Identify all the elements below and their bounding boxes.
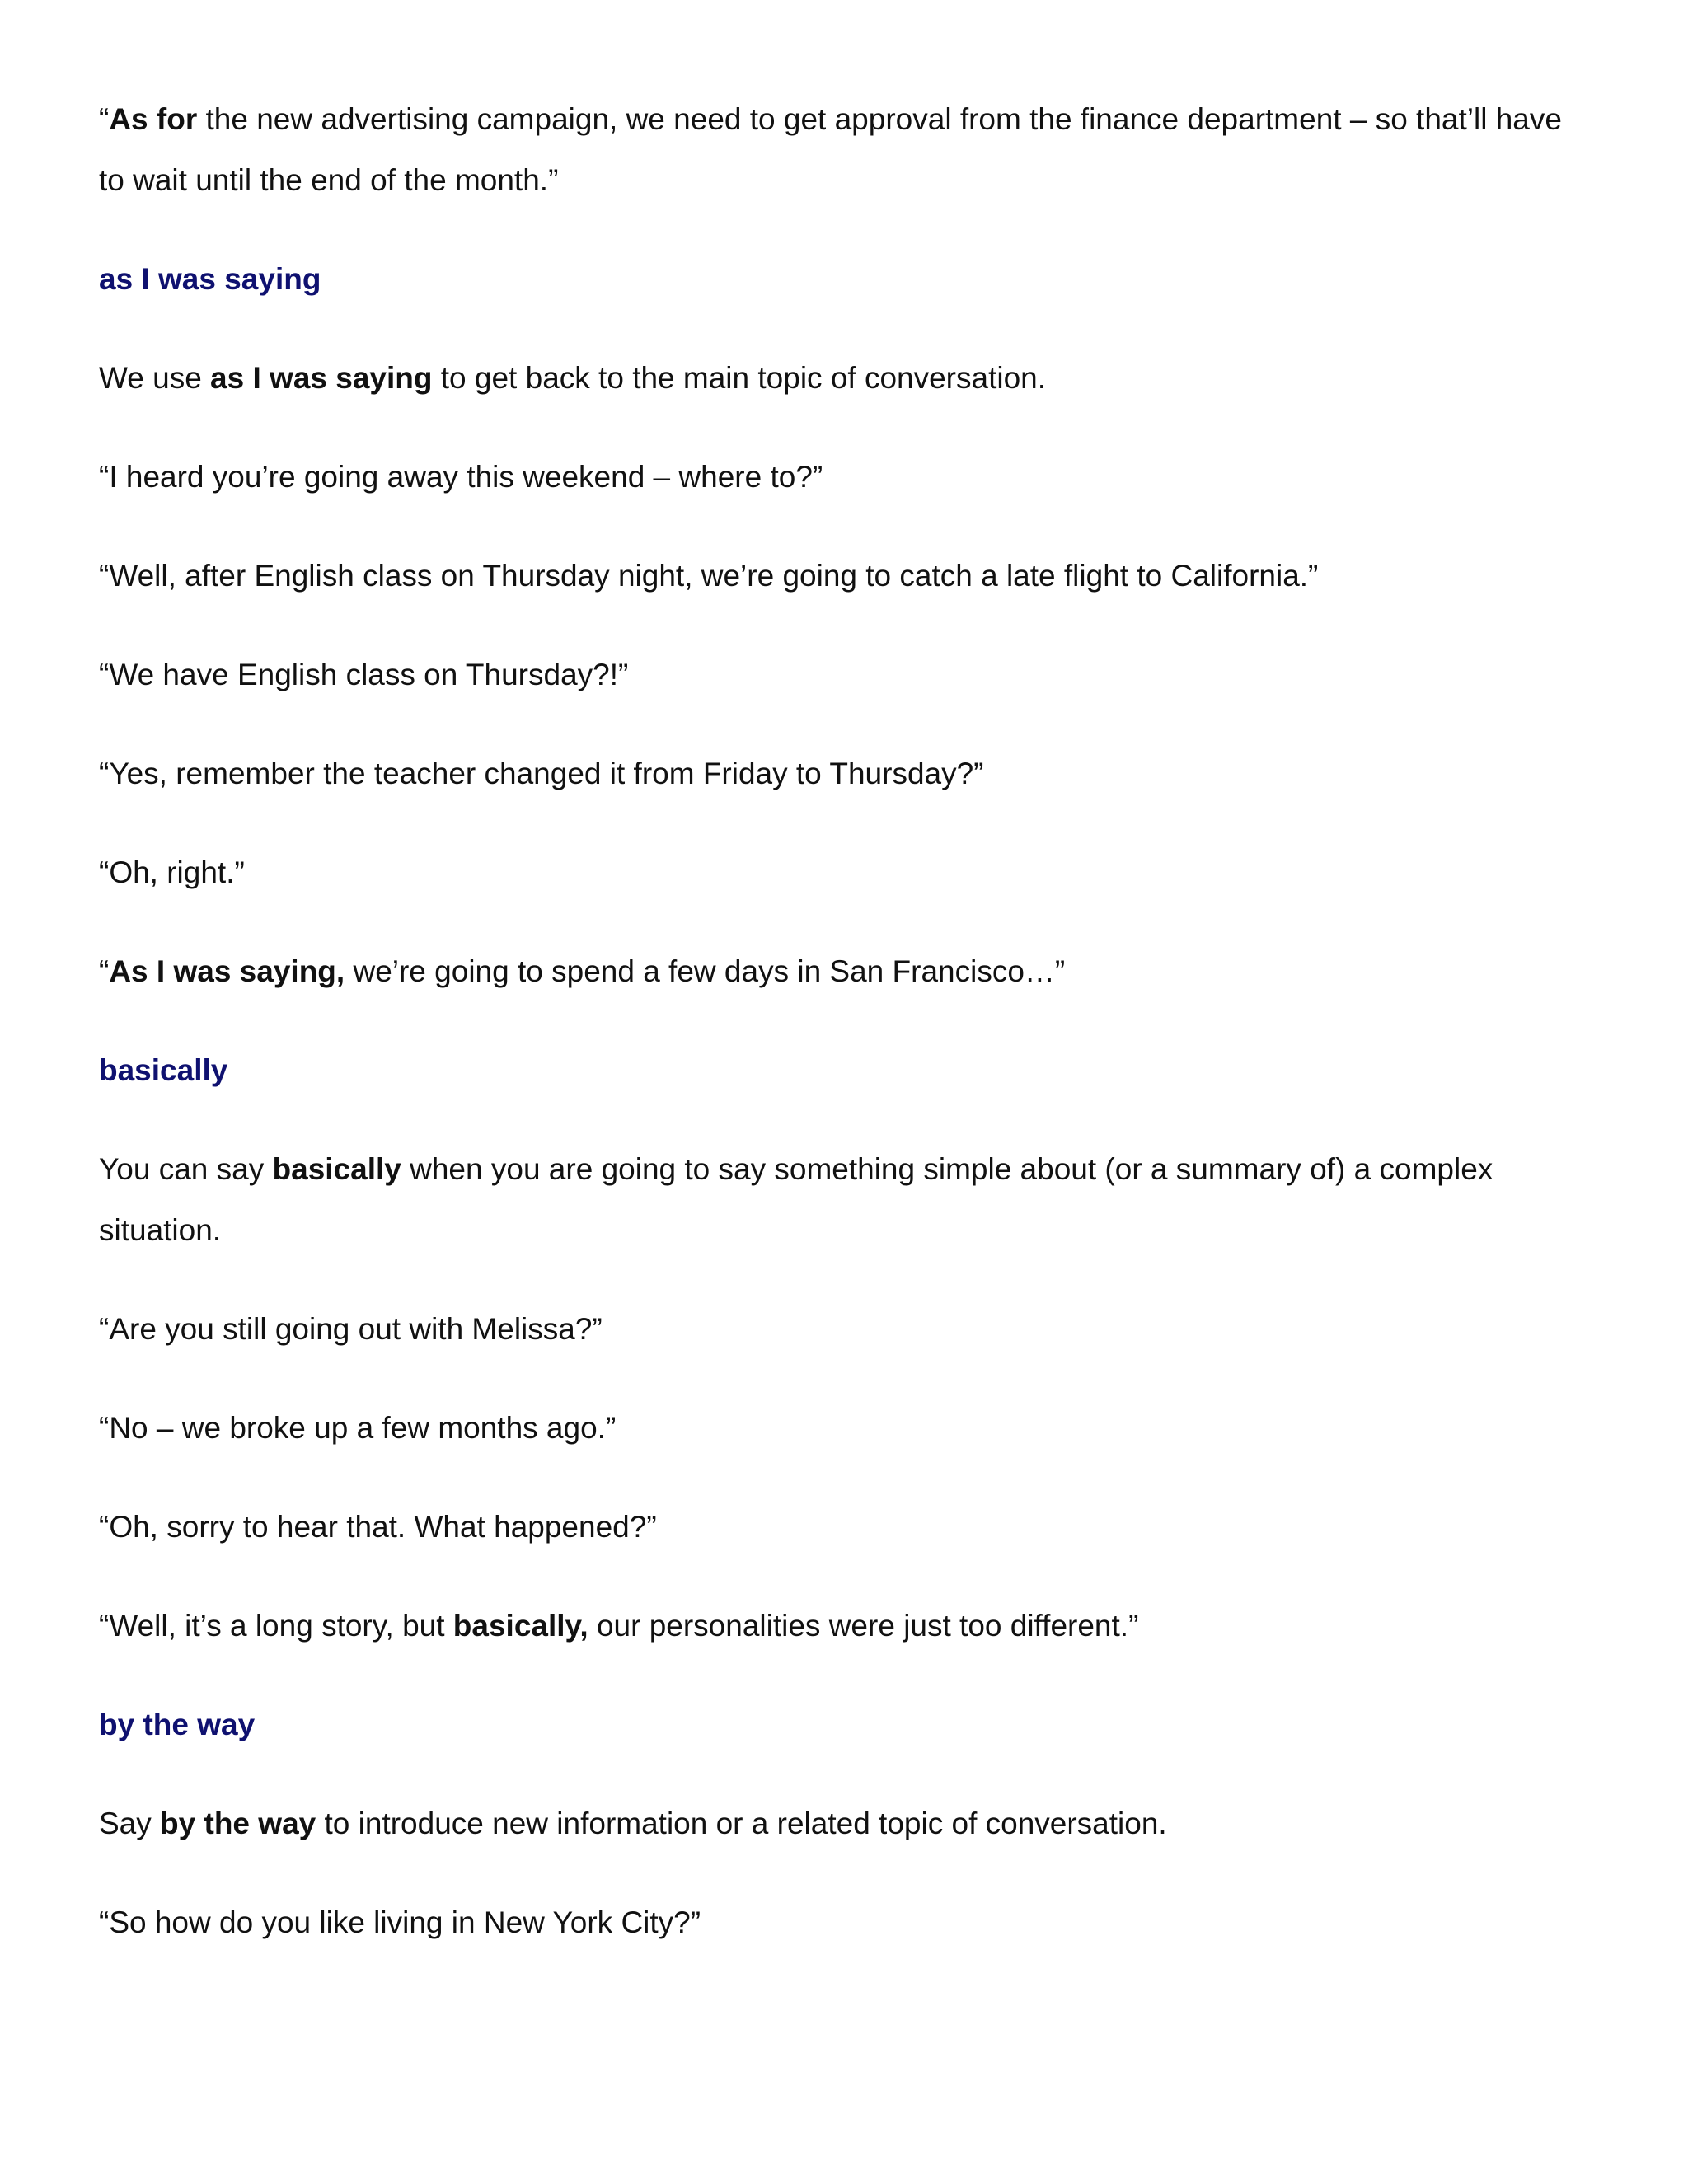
paragraph-text: when you are going to say something simple about (or a summary of) a complex situation. (99, 1152, 1493, 1247)
paragraph-text: “Well, it’s a long story, but (99, 1609, 453, 1643)
paragraph-text: We use (99, 361, 211, 395)
quote-open: “ (99, 954, 110, 988)
bold-phrase: As for (109, 102, 198, 136)
paragraph-basically-explanation (99, 1139, 1582, 1261)
dialogue-line (99, 941, 1582, 1002)
paragraph-text: to get back to the main topic of conversation. (432, 361, 1047, 395)
dialogue-line: “I heard you’re going away this weekend – where to?” (99, 460, 823, 494)
bold-phrase: by the way (160, 1807, 316, 1840)
quote-open: “ (99, 102, 110, 136)
dialogue-line: “Well, after English class on Thursday night, we’re going to catch a late flight to California.” (99, 559, 1319, 593)
dialogue-line: “Oh, right.” (99, 855, 245, 889)
paragraph-text: our personalities were just too different.” (588, 1609, 1139, 1643)
paragraph-as-for-example (99, 89, 1582, 211)
bold-phrase: As I was saying, (109, 954, 345, 988)
dialogue-line: “We have English class on Thursday?!” (99, 658, 629, 691)
dialogue-line: “Oh, sorry to hear that. What happened?” (99, 1510, 657, 1544)
paragraph-as-i-was-saying-explanation (99, 348, 1582, 409)
dialogue-line: “Yes, remember the teacher changed it from Friday to Thursday?” (99, 757, 984, 790)
paragraph-text: we’re going to spend a few days in San Francisco…” (345, 954, 1066, 988)
dialogue-line (99, 1596, 1582, 1657)
paragraph-by-the-way-explanation (99, 1793, 1582, 1854)
document-content (99, 89, 1582, 1991)
bold-phrase: basically, (452, 1609, 588, 1643)
heading-basically: basically (99, 1053, 228, 1087)
heading-as-i-was-saying: as I was saying (99, 262, 321, 296)
dialogue-line: “Are you still going out with Melissa?” (99, 1312, 603, 1346)
paragraph-text: the new advertising campaign, we need to get approval from the finance department – so that’ll have to wait until the end of the month.” (99, 102, 1562, 197)
paragraph-text: to introduce new information or a related topic of conversation. (316, 1807, 1167, 1840)
paragraph-text: You can say (99, 1152, 273, 1186)
bold-phrase: basically (272, 1152, 401, 1186)
dialogue-line: “So how do you like living in New York City?” (99, 1905, 701, 1939)
dialogue-line: “No – we broke up a few months ago.” (99, 1411, 617, 1445)
paragraph-text: Say (99, 1807, 161, 1840)
heading-by-the-way: by the way (99, 1708, 256, 1741)
bold-phrase: as I was saying (210, 361, 433, 395)
